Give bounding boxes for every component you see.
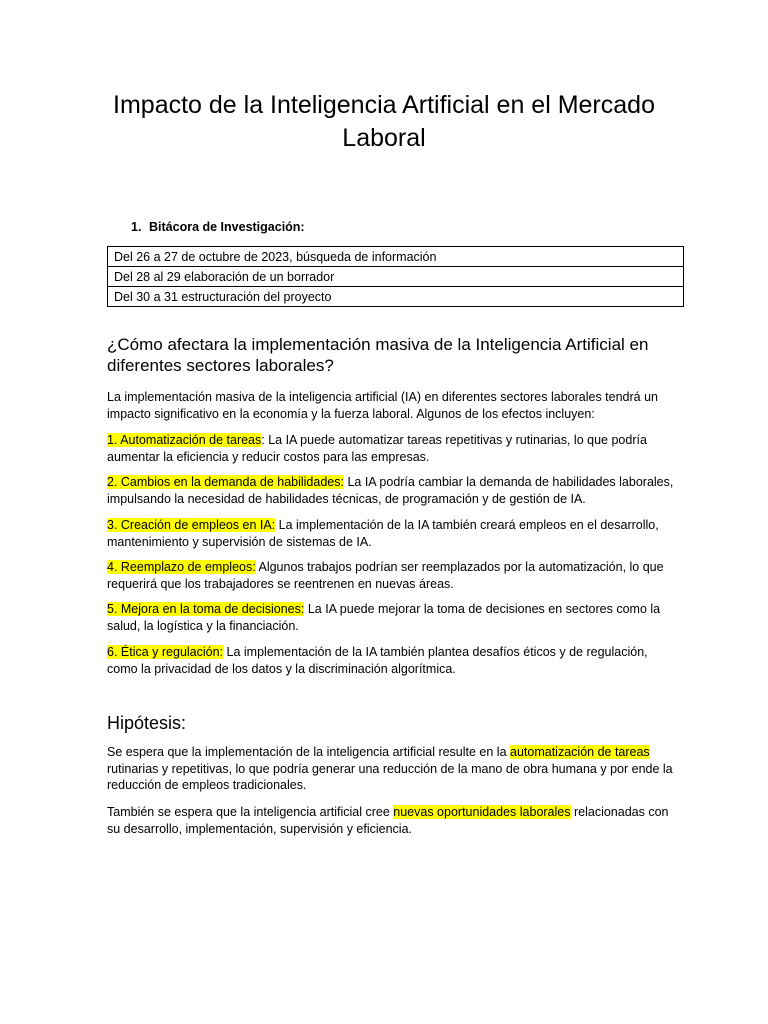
table-row (108, 247, 684, 267)
effect-item-3 (107, 517, 677, 550)
hypothesis-text: También se espera que la inteligencia artificial cree (107, 805, 394, 819)
bitacora-label: Bitácora de Investigación: (149, 220, 305, 234)
intro-paragraph: La implementación masiva de la inteligencia artificial (IA) en diferentes sectores laborales tendrá un impacto significativo en la economía y la fuerza laboral. Algunos de los efectos incluyen: (107, 390, 658, 421)
highlighted-label: 1. Automatización de tareas (107, 433, 262, 447)
table-cell: Del 26 a 27 de octubre de 2023, búsqueda de información (108, 247, 684, 267)
table-cell: Del 30 a 31 estructuración del proyecto (108, 287, 684, 307)
effect-item-6 (107, 644, 677, 677)
highlighted-label: 6. Ética y regulación: (107, 645, 224, 659)
document-title: Impacto de la Inteligencia Artificial en el Mercado Laboral (113, 91, 655, 152)
hypothesis-heading: Hipótesis: (107, 713, 187, 733)
effect-text: La IA puede mejorar la toma de decisiones en sectores como la salud, la logística y la financiación. (107, 602, 661, 633)
hypothesis-text: rutinarias y repetitivas, lo que podría generar una reducción de la mano de obra humana y por ende la reducción de empleos tradicionales. (107, 761, 673, 792)
effect-text: La implementación de la IA también plantea desafíos éticos y de regulación, como la privacidad de los datos y la discriminación algorítmica. (107, 645, 648, 676)
bitacora-number: 1. (131, 220, 142, 234)
highlighted-label: 3. Creación de empleos en IA: (107, 518, 276, 532)
table-row (108, 287, 684, 307)
highlighted-label: 2. Cambios en la demanda de habilidades: (107, 475, 344, 489)
effect-item-1 (107, 432, 677, 465)
highlighted-phrase: nuevas oportunidades laborales (393, 805, 571, 819)
effect-text: La IA podría cambiar la demanda de habilidades laborales, impulsando la necesidad de habilidades técnicas, de programación y de gestión de IA. (107, 475, 674, 506)
hypothesis-text: relacionadas con su desarrollo, implementación, supervisión y eficiencia. (107, 805, 669, 836)
hypothesis-paragraph-2 (107, 804, 677, 837)
highlighted-label: 5. Mejora en la toma de decisiones: (107, 602, 305, 616)
effect-text: : La IA puede automatizar tareas repetitivas y rutinarias, lo que podría aumentar la eficiencia y reducir costos para las empresas. (107, 433, 647, 464)
hypothesis-paragraph-1 (107, 744, 677, 794)
effect-item-4 (107, 559, 677, 592)
hypothesis-text: Se espera que la implementación de la inteligencia artificial resulte en la (107, 745, 511, 759)
effect-text: La implementación de la IA también creará empleos en el desarrollo, mantenimiento y supervisión de sistemas de IA. (107, 518, 659, 549)
highlighted-phrase: automatización de tareas (510, 745, 650, 759)
effect-item-5 (107, 601, 677, 634)
research-question: ¿Cómo afectara la implementación masiva de la Inteligencia Artificial en diferentes sectores laborales? (107, 335, 649, 375)
effect-item-2 (107, 474, 677, 507)
highlighted-label: 4. Reemplazo de empleos: (107, 560, 256, 574)
table-cell: Del 28 al 29 elaboración de un borrador (108, 267, 684, 287)
table-row (108, 267, 684, 287)
research-log-table (107, 246, 684, 307)
effect-text: Algunos trabajos podrían ser reemplazados por la automatización, lo que requerirá que los trabajadores se reentrenen en nuevas áreas. (107, 560, 664, 591)
